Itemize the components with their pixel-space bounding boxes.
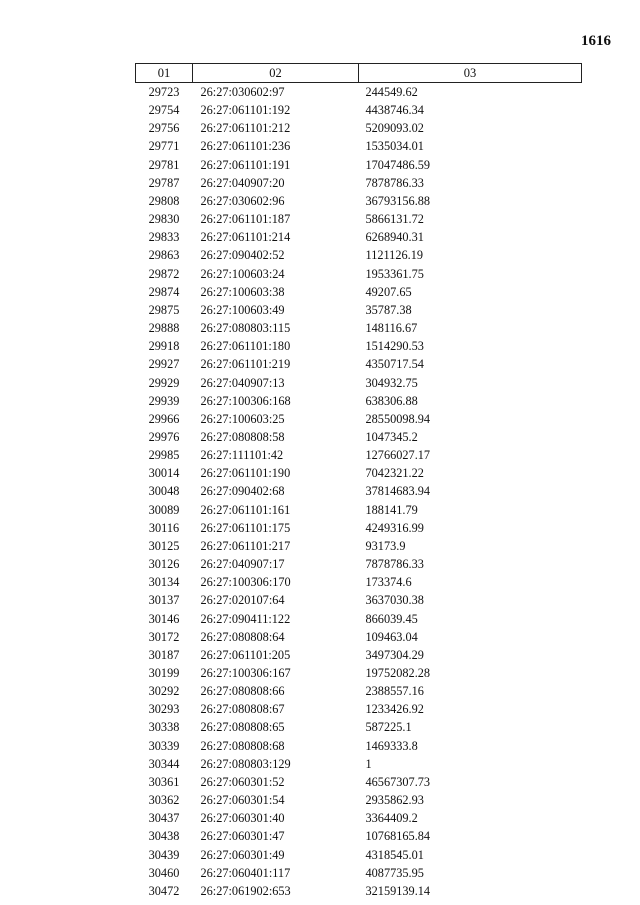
table-row <box>136 755 582 773</box>
cell-value: 28550098.94 <box>365 411 431 426</box>
page-number: 1616 <box>581 33 611 49</box>
cell-value: 6268940.31 <box>365 230 424 245</box>
table-row <box>136 591 582 609</box>
cell-value: 5866131.72 <box>365 212 424 227</box>
table-row <box>136 355 582 373</box>
cell-cadastral-number: 26:27:090402:52 <box>200 248 285 263</box>
cell-cadastral-number: 26:27:080808:58 <box>200 429 285 444</box>
cell-id: 30438 <box>148 829 180 844</box>
cell-id: 30187 <box>148 647 180 662</box>
cell-cadastral-number: 26:27:080808:67 <box>200 702 285 717</box>
cell-value: 4249316.99 <box>365 520 424 535</box>
table-row <box>136 700 582 718</box>
cell-value: 1469333.8 <box>365 738 418 753</box>
cell-cadastral-number: 26:27:111101:42 <box>200 448 284 463</box>
cell-value: 4438746.34 <box>365 103 424 118</box>
cell-id: 29929 <box>148 375 180 390</box>
cell-cadastral-number: 26:27:090402:68 <box>200 484 285 499</box>
column-header-02: 02 <box>193 64 359 83</box>
table-row <box>136 374 582 392</box>
cell-id: 30292 <box>148 684 180 699</box>
cell-value: 12766027.17 <box>365 448 431 463</box>
table-row <box>136 646 582 664</box>
table-row <box>136 501 582 519</box>
cell-cadastral-number: 26:27:060301:47 <box>200 829 285 844</box>
cell-id: 30126 <box>148 557 180 572</box>
cell-cadastral-number: 26:27:080808:68 <box>200 738 285 753</box>
cell-value: 638306.88 <box>365 393 418 408</box>
cell-cadastral-number: 26:27:100603:38 <box>200 284 285 299</box>
table-row <box>136 101 582 119</box>
cell-value: 3364409.2 <box>365 811 418 826</box>
cell-cadastral-number: 26:27:040907:17 <box>200 557 285 572</box>
cell-value: 1535034.01 <box>365 139 424 154</box>
data-table <box>135 63 582 900</box>
cell-id: 30116 <box>148 520 180 535</box>
table-row <box>136 555 582 573</box>
cell-cadastral-number: 26:27:061101:175 <box>200 520 291 535</box>
cell-id: 30293 <box>148 702 180 717</box>
cell-cadastral-number: 26:27:080803:129 <box>200 756 291 771</box>
cell-id: 30338 <box>148 720 180 735</box>
cell-value: 35787.38 <box>365 302 412 317</box>
cell-cadastral-number: 26:27:100603:25 <box>200 411 285 426</box>
cell-id: 29927 <box>148 357 180 372</box>
cell-value: 1 <box>365 756 372 771</box>
cell-value: 1953361.75 <box>365 266 424 281</box>
cell-value: 244549.62 <box>365 85 418 99</box>
cell-id: 30172 <box>148 629 180 644</box>
cell-id: 30125 <box>148 538 180 553</box>
cell-id: 30048 <box>148 484 180 499</box>
cell-cadastral-number: 26:27:061101:217 <box>200 538 291 553</box>
cell-cadastral-number: 26:27:061101:219 <box>200 357 291 372</box>
cell-value: 32159139.14 <box>365 883 431 898</box>
cell-cadastral-number: 26:27:100306:168 <box>200 393 291 408</box>
cell-value: 7878786.33 <box>365 175 424 190</box>
table-row <box>136 737 582 755</box>
cell-cadastral-number: 26:27:061101:180 <box>200 339 291 354</box>
cell-cadastral-number: 26:27:061902:653 <box>200 883 291 898</box>
table-row <box>136 519 582 537</box>
table-row <box>136 791 582 809</box>
table-row <box>136 864 582 882</box>
cell-cadastral-number: 26:27:030602:96 <box>200 193 285 208</box>
table-row <box>136 446 582 464</box>
table-body <box>136 83 582 901</box>
cell-id: 30339 <box>148 738 180 753</box>
cell-id: 29863 <box>148 248 180 263</box>
cell-id: 30089 <box>148 502 180 517</box>
table-row <box>136 174 582 192</box>
table-row <box>136 809 582 827</box>
cell-value: 49207.65 <box>365 284 412 299</box>
cell-value: 93173.9 <box>365 538 406 553</box>
table-row <box>136 83 582 102</box>
cell-cadastral-number: 26:27:100603:24 <box>200 266 285 281</box>
cell-value: 3497304.29 <box>365 647 424 662</box>
cell-id: 29754 <box>148 103 180 118</box>
cell-cadastral-number: 26:27:100603:49 <box>200 302 285 317</box>
cell-cadastral-number: 26:27:100306:167 <box>200 666 291 680</box>
cell-id: 29874 <box>148 284 180 299</box>
cell-id: 30460 <box>148 865 180 880</box>
cell-id: 29976 <box>148 429 180 444</box>
cell-id: 29787 <box>148 175 180 190</box>
cell-value: 587225.1 <box>365 720 412 735</box>
column-header-01: 01 <box>136 64 193 83</box>
cell-cadastral-number: 26:27:061101:161 <box>200 502 291 517</box>
table-row <box>136 337 582 355</box>
table-row <box>136 192 582 210</box>
cell-cadastral-number: 26:27:080808:66 <box>200 684 285 699</box>
cell-cadastral-number: 26:27:090411:122 <box>200 611 291 626</box>
cell-value: 2935862.93 <box>365 793 424 808</box>
cell-id: 29808 <box>148 193 180 208</box>
table-row <box>136 610 582 628</box>
cell-value: 148116.67 <box>365 321 418 336</box>
cell-cadastral-number: 26:27:061101:236 <box>200 139 291 154</box>
cell-id: 29888 <box>148 321 180 336</box>
cell-cadastral-number: 26:27:060401:117 <box>200 865 291 880</box>
cell-cadastral-number: 26:27:061101:190 <box>200 466 291 481</box>
table-row <box>136 301 582 319</box>
table-row <box>136 156 582 174</box>
table-row <box>136 428 582 446</box>
cell-value: 1514290.53 <box>365 339 424 354</box>
cell-value: 1121126.19 <box>365 248 423 263</box>
cell-cadastral-number: 26:27:060301:54 <box>200 793 285 808</box>
cell-value: 7042321.22 <box>365 466 424 481</box>
cell-value: 2388557.16 <box>365 684 424 699</box>
table-header <box>136 64 582 83</box>
table-row <box>136 846 582 864</box>
table-row <box>136 137 582 155</box>
cell-id: 29756 <box>148 121 180 136</box>
cell-value: 109463.04 <box>365 629 418 644</box>
table-row <box>136 210 582 228</box>
cell-cadastral-number: 26:27:080808:64 <box>200 629 285 644</box>
cell-cadastral-number: 26:27:080803:115 <box>200 321 291 336</box>
data-table-container <box>135 63 581 900</box>
cell-cadastral-number: 26:27:080808:65 <box>200 720 285 735</box>
cell-id: 30137 <box>148 593 180 608</box>
cell-id: 29875 <box>148 302 180 317</box>
cell-id: 30134 <box>148 575 180 590</box>
cell-value: 1047345.2 <box>365 429 418 444</box>
table-row <box>136 664 582 682</box>
cell-id: 29830 <box>148 212 180 227</box>
table-row <box>136 119 582 137</box>
cell-value: 173374.6 <box>365 575 412 590</box>
table-row <box>136 464 582 482</box>
cell-cadastral-number: 26:27:040907:20 <box>200 175 285 190</box>
cell-value: 4318545.01 <box>365 847 424 862</box>
cell-value: 866039.45 <box>365 611 418 626</box>
table-row <box>136 682 582 700</box>
cell-id: 29781 <box>148 157 180 172</box>
column-header-03: 03 <box>359 64 582 83</box>
cell-value: 7878786.33 <box>365 557 424 572</box>
cell-value: 5209093.02 <box>365 121 424 136</box>
cell-cadastral-number: 26:27:060301:52 <box>200 774 285 789</box>
cell-value: 10768165.84 <box>365 829 431 844</box>
table-row <box>136 319 582 337</box>
cell-value: 17047486.59 <box>365 157 431 172</box>
cell-value: 37814683.94 <box>365 484 431 499</box>
cell-value: 1233426.92 <box>365 702 424 717</box>
table-row <box>136 410 582 428</box>
cell-id: 29985 <box>148 448 180 463</box>
cell-id: 30437 <box>148 811 180 826</box>
cell-value: 46567307.73 <box>365 774 431 789</box>
cell-id: 29833 <box>148 230 180 245</box>
cell-id: 29723 <box>148 85 180 99</box>
cell-id: 29918 <box>148 339 180 354</box>
cell-value: 4350717.54 <box>365 357 424 372</box>
cell-id: 30014 <box>148 466 180 481</box>
cell-id: 30472 <box>148 883 180 898</box>
cell-cadastral-number: 26:27:060301:40 <box>200 811 285 826</box>
cell-value: 36793156.88 <box>365 193 431 208</box>
cell-value: 304932.75 <box>365 375 418 390</box>
cell-id: 30361 <box>148 774 180 789</box>
table-row <box>136 882 582 900</box>
cell-id: 30199 <box>148 666 180 680</box>
cell-cadastral-number: 26:27:061101:214 <box>200 230 291 245</box>
cell-id: 29872 <box>148 266 180 281</box>
table-row <box>136 265 582 283</box>
cell-cadastral-number: 26:27:061101:205 <box>200 647 291 662</box>
cell-id: 29939 <box>148 393 180 408</box>
cell-cadastral-number: 26:27:040907:13 <box>200 375 285 390</box>
cell-id: 30146 <box>148 611 180 626</box>
table-row <box>136 827 582 845</box>
cell-cadastral-number: 26:27:061101:187 <box>200 212 291 227</box>
table-row <box>136 773 582 791</box>
cell-cadastral-number: 26:27:060301:49 <box>200 847 285 862</box>
table-row <box>136 392 582 410</box>
table-row <box>136 482 582 500</box>
cell-cadastral-number: 26:27:030602:97 <box>200 85 285 99</box>
cell-id: 29966 <box>148 411 180 426</box>
table-row <box>136 228 582 246</box>
table-row <box>136 283 582 301</box>
cell-cadastral-number: 26:27:020107:64 <box>200 593 285 608</box>
cell-cadastral-number: 26:27:061101:192 <box>200 103 291 118</box>
table-row <box>136 628 582 646</box>
table-row <box>136 246 582 264</box>
cell-id: 30344 <box>148 756 180 771</box>
cell-cadastral-number: 26:27:061101:191 <box>200 157 291 172</box>
table-row <box>136 537 582 555</box>
cell-cadastral-number: 26:27:061101:212 <box>200 121 291 136</box>
cell-value: 3637030.38 <box>365 593 424 608</box>
table-header-row <box>136 64 582 83</box>
cell-value: 4087735.95 <box>365 865 424 880</box>
cell-value: 19752082.28 <box>365 666 431 680</box>
table-row <box>136 573 582 591</box>
cell-id: 30439 <box>148 847 180 862</box>
cell-value: 188141.79 <box>365 502 418 517</box>
cell-cadastral-number: 26:27:100306:170 <box>200 575 291 590</box>
cell-id: 29771 <box>148 139 180 154</box>
table-row <box>136 718 582 736</box>
cell-id: 30362 <box>148 793 180 808</box>
